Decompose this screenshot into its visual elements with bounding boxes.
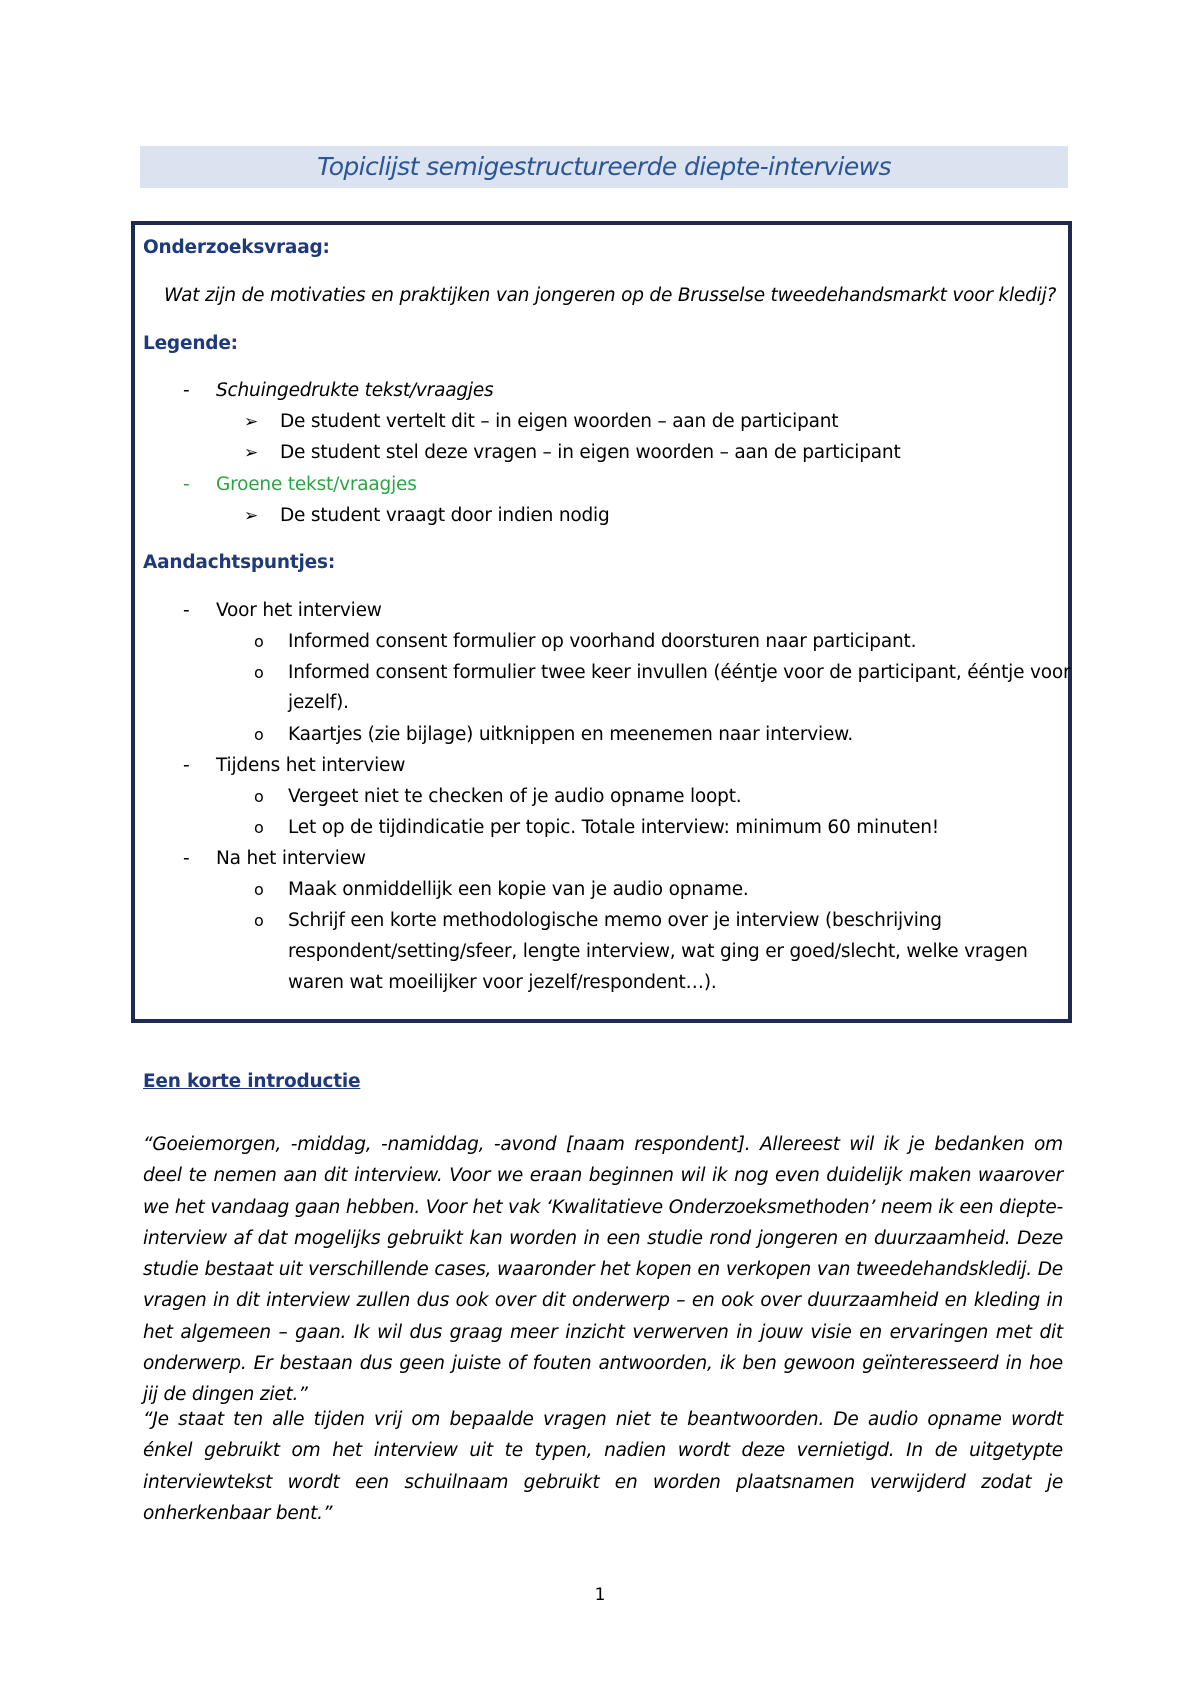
arrow-bullet-icon: ➢: [244, 412, 259, 432]
document-title: Topiclijst semigestructureerde diepte-interviews: [317, 152, 891, 181]
dash-bullet: -: [183, 848, 190, 869]
before-interview-label: Voor het interview: [216, 600, 382, 621]
legend-heading: Legende:: [143, 333, 238, 354]
circle-bullet-icon: o: [254, 632, 264, 651]
arrow-bullet-icon: ➢: [244, 443, 259, 463]
before-item-2: Informed consent formulier twee keer invullen (ééntje voor de participant, ééntje voor: [288, 662, 1071, 683]
circle-bullet-icon: o: [254, 725, 264, 744]
after-interview-label: Na het interview: [216, 848, 366, 869]
before-item-2-cont: jezelf).: [288, 692, 349, 713]
research-question-heading: Onderzoeksvraag:: [143, 237, 330, 258]
research-question-text: Wat zijn de motivaties en praktijken van jongeren op de Brusselse tweedehandsmarkt voor kledij?: [164, 285, 1057, 306]
during-item-2: Let op de tijdindicatie per topic. Totale interview: minimum 60 minuten!: [288, 817, 939, 838]
page-number: 1: [594, 1585, 606, 1605]
dash-bullet: -: [183, 755, 190, 776]
intro-paragraph-1: “Goeiemorgen, -middag, -namiddag, -avond [naam respondent]. Allereest wil ik je bedanken om deel te nemen aan dit interview. Voor we eraan beginnen wil ik nog even duidelijk maken waarover we het vandaag gaan hebben. Voor het vak ‘Kwalitatieve Onderzoeksmethoden’ neem ik een diepte-interview af dat mogelijks gebruikt kan worden in een studie rond jongeren en duurzaamheid. Deze studie bestaat uit verschillende cases, waaronder het kopen en verkopen van tweedehandskledij. De vragen in dit interview zullen dus ook over dit onderwerp – en ook over duurzaamheid en kleding in het algemeen – gaan. Ik wil dus graag meer inzicht verwerven in jouw visie en ervaringen met dit onderwerp. Er bestaan dus geen juiste of fouten antwoorden, ik ben gewoon geïnteresseerd in hoe jij de dingen ziet.”: [143, 1134, 1063, 1406]
after-item-2: Schrijf een korte methodologische memo over je interview (beschrijving: [288, 910, 942, 931]
intro-heading: Een korte introductie: [143, 1071, 361, 1092]
title-banner: [140, 146, 1068, 188]
circle-bullet-icon: o: [254, 880, 264, 899]
intro-paragraph-2: “Je staat ten alle tijden vrij om bepaalde vragen niet te beantwoorden. De audio opname wordt énkel gebruikt om het interview uit te typen, nadien wordt deze vernietigd. In de uitgetypte interviewtekst wordt een schuilnaam gebruikt en worden plaatsnamen verwijderd zodat je onherkenbaar bent.”: [143, 1409, 1063, 1524]
legend-item-italic: Schuingedrukte tekst/vraagjes: [216, 380, 494, 401]
after-item-2-cont2: waren wat moeilijker voor jezelf/respondent…).: [288, 972, 717, 993]
legend-item-green: Groene tekst/vraagjes: [216, 474, 417, 495]
legend-sub-2: De student stel deze vragen – in eigen woorden – aan de participant: [280, 442, 901, 463]
during-interview-label: Tijdens het interview: [216, 755, 406, 776]
dash-bullet: -: [183, 600, 190, 621]
during-item-1: Vergeet niet te checken of je audio opname loopt.: [288, 786, 742, 807]
attention-points-heading: Aandachtspuntjes:: [143, 552, 336, 573]
arrow-bullet-icon: ➢: [244, 506, 259, 526]
circle-bullet-icon: o: [254, 663, 264, 682]
circle-bullet-icon: o: [254, 911, 264, 930]
after-item-1: Maak onmiddellijk een kopie van je audio opname.: [288, 879, 749, 900]
before-item-3: Kaartjes (zie bijlage) uitknippen en meenemen naar interview.: [288, 724, 854, 745]
after-item-2-cont: respondent/setting/sfeer, lengte interview, wat ging er goed/slecht, welke vragen: [288, 941, 1028, 962]
before-item-1: Informed consent formulier op voorhand doorsturen naar participant.: [288, 631, 917, 652]
legend-sub-3: De student vraagt door indien nodig: [280, 505, 610, 526]
legend-dash-1: -: [183, 380, 190, 401]
circle-bullet-icon: o: [254, 818, 264, 837]
circle-bullet-icon: o: [254, 787, 264, 806]
legend-dash-2: -: [183, 474, 190, 495]
legend-sub-1: De student vertelt dit – in eigen woorden – aan de participant: [280, 411, 839, 432]
info-box: [131, 221, 1072, 1023]
